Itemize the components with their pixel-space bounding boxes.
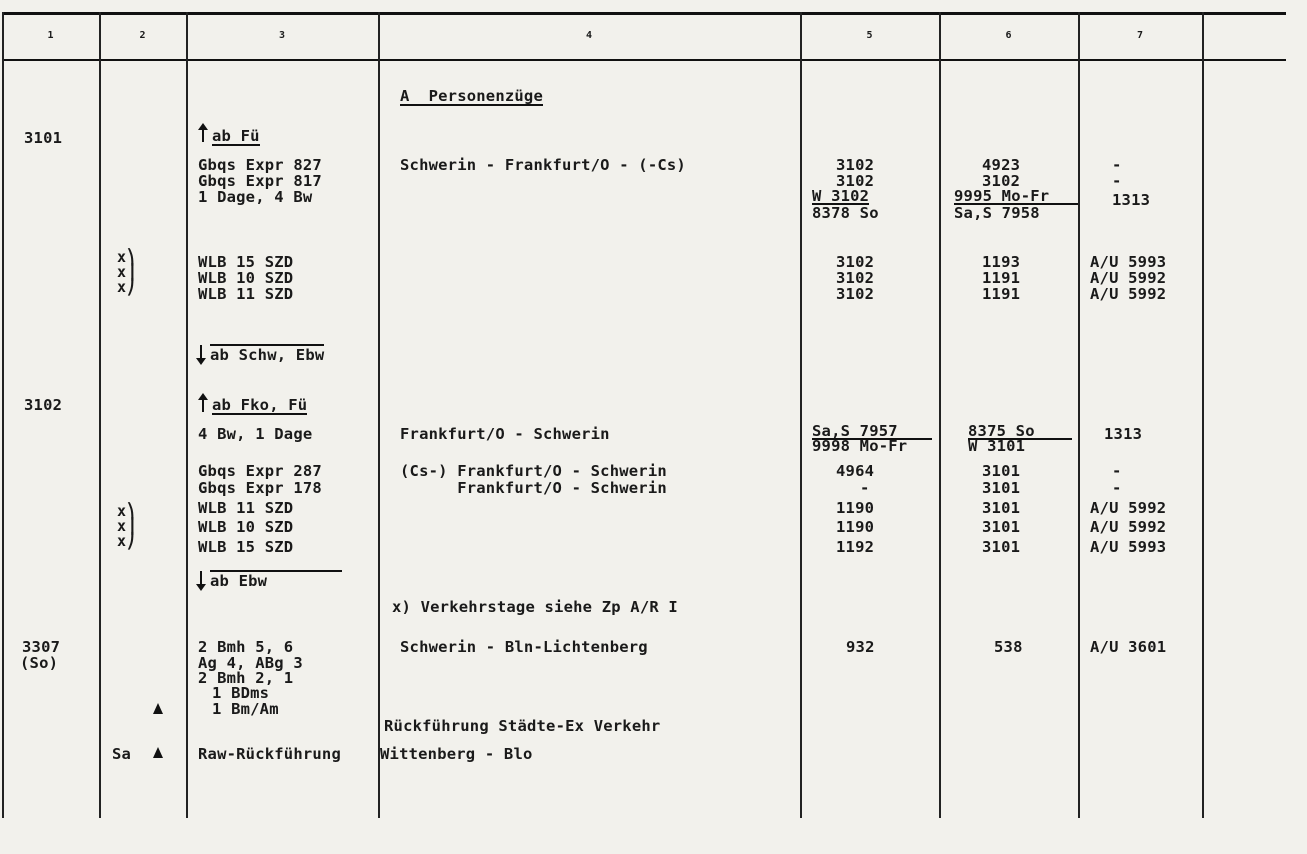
col5-cell: 9998 Mo-Fr bbox=[812, 437, 908, 455]
col5-cell: Sa,S 7957 bbox=[812, 424, 932, 440]
footnote: x) Verkehrstage siehe Zp A/R I bbox=[392, 598, 678, 616]
vehicle-cell: WLB 10 SZD bbox=[198, 269, 294, 287]
column-header: 6 bbox=[1005, 30, 1012, 41]
col7-cell: - bbox=[1112, 156, 1122, 174]
vehicle-cell: 1 Dage, 4 Bw bbox=[198, 188, 313, 206]
col5-cell: - bbox=[860, 479, 870, 497]
train-number: 3102 bbox=[24, 396, 63, 414]
col5-cell: 3102 bbox=[836, 269, 875, 287]
col6-cell: 1191 bbox=[982, 285, 1021, 303]
column-divider bbox=[2, 12, 4, 818]
col6-cell: 3101 bbox=[982, 518, 1021, 536]
column-header: 7 bbox=[1136, 30, 1144, 41]
col5-cell: 4964 bbox=[836, 462, 875, 480]
arrow-up-icon bbox=[198, 393, 208, 413]
col7-cell: - bbox=[1112, 172, 1122, 190]
vehicle-cell: Gbqs Expr 287 bbox=[198, 462, 322, 480]
col5-cell: 3102 bbox=[836, 172, 875, 190]
vehicle-cell: Gbqs Expr 817 bbox=[198, 172, 322, 190]
vehicle-cell: 1 Bm/Am bbox=[212, 700, 279, 718]
arrow-down-icon bbox=[196, 571, 206, 591]
route-cell: Rückführung Städte-Ex Verkehr bbox=[384, 717, 661, 735]
train-number: 3307 bbox=[22, 638, 61, 656]
col7-cell: A/U 5992 bbox=[1090, 285, 1167, 303]
route-start-label: ab Fko, Fü bbox=[212, 396, 308, 414]
vehicle-cell: Gbqs Expr 827 bbox=[198, 156, 322, 174]
col7-cell: - bbox=[1112, 462, 1122, 480]
col6-cell: 3101 bbox=[982, 538, 1021, 556]
vehicle-cell: WLB 11 SZD bbox=[198, 285, 294, 303]
route-cell: Frankfurt/O - Schwerin bbox=[400, 425, 610, 443]
route-end-label: ab Ebw bbox=[210, 570, 342, 589]
column-divider bbox=[378, 12, 380, 818]
col6-cell: 3101 bbox=[982, 499, 1021, 517]
triangle-marker-icon bbox=[153, 747, 163, 758]
vehicle-cell: WLB 10 SZD bbox=[198, 518, 294, 536]
col6-cell: 538 bbox=[994, 638, 1023, 656]
triangle-marker-icon bbox=[153, 703, 163, 714]
col6-cell: 1193 bbox=[982, 253, 1021, 271]
col6-cell: 1191 bbox=[982, 269, 1021, 287]
vehicle-cell: 2 Bmh 2, 1 bbox=[198, 669, 294, 687]
train-day: (So) bbox=[20, 654, 59, 672]
col5-cell: 3102 bbox=[836, 253, 875, 271]
vehicle-cell: WLB 11 SZD bbox=[198, 499, 294, 517]
section-title: A Personenzüge bbox=[400, 87, 543, 105]
column-divider bbox=[800, 12, 802, 818]
vehicle-cell: Gbqs Expr 178 bbox=[198, 479, 322, 497]
col6-cell: 4923 bbox=[982, 156, 1021, 174]
col7-cell: A/U 5993 bbox=[1090, 538, 1167, 556]
column-divider bbox=[939, 12, 941, 818]
route-cell: Schwerin - Bln-Lichtenberg bbox=[400, 638, 648, 656]
vehicle-cell: Ag 4, ABg 3 bbox=[198, 654, 303, 672]
col6-cell: 3101 bbox=[982, 479, 1021, 497]
col6-cell: W 3101 bbox=[968, 437, 1026, 455]
arrow-down-icon bbox=[196, 345, 206, 365]
vehicle-cell: 1 BDms bbox=[212, 684, 270, 702]
column-header: 5 bbox=[866, 30, 873, 41]
col5-cell: 3102 bbox=[836, 285, 875, 303]
vehicle-cell: WLB 15 SZD bbox=[198, 253, 294, 271]
column-divider bbox=[99, 12, 101, 818]
column-divider bbox=[186, 12, 188, 818]
col7-cell: A/U 5992 bbox=[1090, 518, 1167, 536]
col7-cell: A/U 5992 bbox=[1090, 269, 1167, 287]
column-divider bbox=[1078, 12, 1080, 818]
col6-cell: 8375 So bbox=[968, 424, 1072, 440]
col6-cell: 3101 bbox=[982, 462, 1021, 480]
col7-cell: A/U 3601 bbox=[1090, 638, 1167, 656]
route-start-label: ab Fü bbox=[212, 127, 260, 145]
col7-cell: 1313 bbox=[1104, 425, 1143, 443]
route-cell: Schwerin - Frankfurt/O - (-Cs) bbox=[400, 156, 686, 174]
vehicle-cell: 4 Bw, 1 Dage bbox=[198, 425, 313, 443]
vehicle-cell: WLB 15 SZD bbox=[198, 538, 294, 556]
col5-cell: 1192 bbox=[836, 538, 875, 556]
bracket-mark: x⎞ x⎟ x⎠ bbox=[117, 502, 136, 550]
column-header: 3 bbox=[278, 30, 286, 41]
col7-cell: - bbox=[1112, 479, 1122, 497]
column-header: 4 bbox=[585, 30, 593, 41]
col5-cell: 1190 bbox=[836, 518, 875, 536]
col5-cell: W 3102 bbox=[812, 187, 870, 205]
column-header: 1 bbox=[47, 30, 54, 41]
vehicle-cell: Raw-Rückführung bbox=[198, 745, 341, 763]
col5-cell: 3102 bbox=[836, 156, 875, 174]
route-cell: Wittenberg - Blo bbox=[380, 745, 533, 763]
bracket-mark: x⎞ x⎟ x⎠ bbox=[117, 248, 136, 296]
col7-cell: A/U 5992 bbox=[1090, 499, 1167, 517]
col5-cell: 8378 So bbox=[812, 204, 879, 222]
vehicle-cell: 2 Bmh 5, 6 bbox=[198, 638, 294, 656]
col6-cell: 9995 Mo-Fr bbox=[954, 189, 1078, 205]
col6-cell: Sa,S 7958 bbox=[954, 204, 1040, 222]
route-end-label: ab Schw, Ebw bbox=[210, 346, 325, 364]
arrow-up-icon bbox=[198, 123, 208, 143]
column-header: 2 bbox=[139, 30, 146, 41]
col5-cell: 932 bbox=[846, 638, 875, 656]
day-marker: Sa bbox=[112, 745, 132, 763]
column-divider bbox=[1202, 12, 1204, 818]
route-cell: (Cs-) Frankfurt/O - Schwerin bbox=[400, 462, 667, 480]
col6-cell: 3102 bbox=[982, 172, 1021, 190]
top-rule bbox=[2, 12, 1286, 15]
route-cell: Frankfurt/O - Schwerin bbox=[400, 479, 667, 497]
col5-cell: 1190 bbox=[836, 499, 875, 517]
col7-cell: A/U 5993 bbox=[1090, 253, 1167, 271]
train-number: 3101 bbox=[24, 129, 63, 147]
col7-cell: 1313 bbox=[1112, 191, 1151, 209]
header-rule bbox=[2, 59, 1286, 61]
